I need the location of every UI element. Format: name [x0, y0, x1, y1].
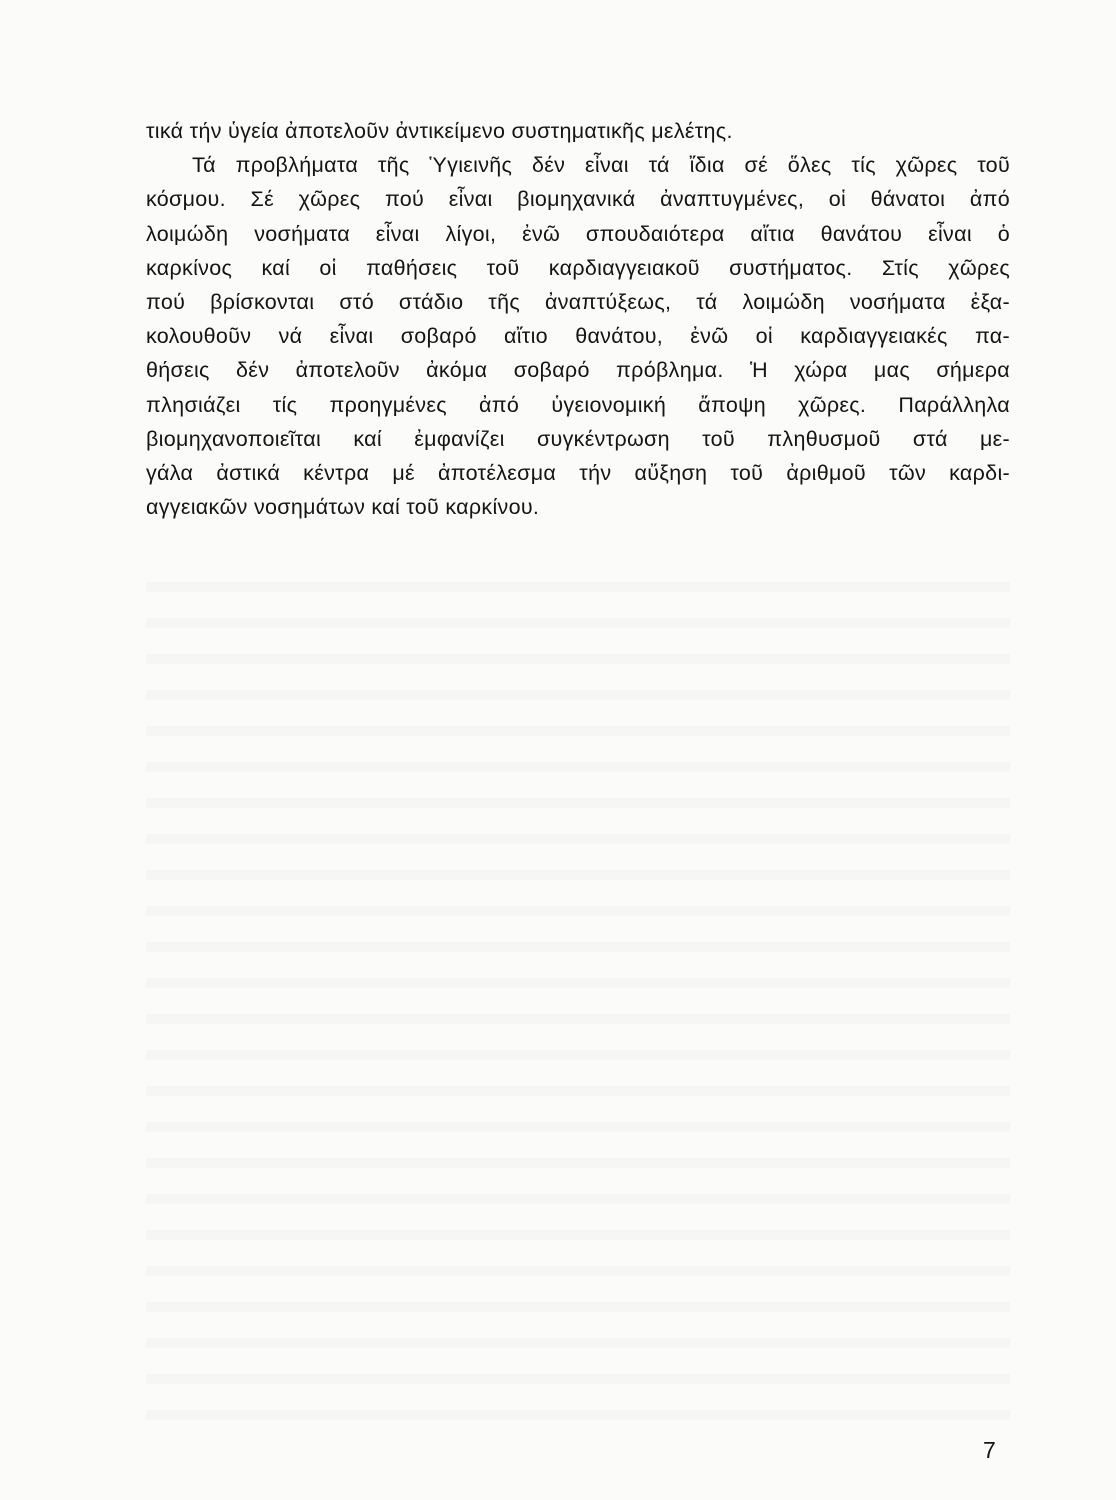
- page-number: 7: [983, 1437, 996, 1463]
- text-line: γάλα ἀστικά κέντρα μέ ἀποτέλεσμα τήν αὔξηση τοῦ ἀριθμοῦ τῶν καρδι-: [146, 460, 1010, 485]
- text-line: αγγειακῶν νοσημάτων καί τοῦ καρκίνου.: [146, 495, 540, 520]
- text-line: κολουθοῦν νά εἶναι σοβαρό αἴτιο θανάτου, ἐνῶ οἱ καρδιαγγειακές πα-: [146, 324, 1010, 349]
- text-line: πλησιάζει τίς προηγμένες ἀπό ὑγειονομική ἄποψη χῶρες. Παράλληλα: [146, 392, 1010, 417]
- text-line: Τά προβλήματα τῆς Ὑγιεινῆς δέν εἶναι τά ἴδια σέ ὅλες τίς χῶρες τοῦ: [192, 153, 1010, 178]
- text-line: πού βρίσκονται στό στάδιο τῆς ἀναπτύξεως, τά λοιμώδη νοσήματα ἐξα-: [146, 289, 1010, 314]
- text-line: καρκίνος καί οἱ παθήσεις τοῦ καρδιαγγειακοῦ συστήματος. Στίς χῶρες: [146, 255, 1010, 280]
- text-line: βιομηχανοποιεῖται καί ἐμφανίζει συγκέντρωση τοῦ πληθυσμοῦ στά με-: [146, 426, 1010, 451]
- body-text: [146, 114, 1010, 524]
- bleed-through-texture: [146, 560, 1010, 1420]
- text-line: κόσμου. Σέ χῶρες πού εἶναι βιομηχανικά ἀναπτυγμένες, οἱ θάνατοι ἀπό: [146, 187, 1010, 212]
- text-line: θήσεις δέν ἀποτελοῦν ἀκόμα σοβαρό πρόβλημα. Ἡ χώρα μας σήμερα: [146, 358, 1010, 383]
- text-line: τικά τήν ὑγεία ἀποτελοῦν ἀντικείμενο συστηματικῆς μελέτης.: [146, 119, 733, 143]
- text-line: λοιμώδη νοσήματα εἶναι λίγοι, ἐνῶ σπουδαιότερα αἴτια θανάτου εἶναι ὁ: [146, 221, 1010, 246]
